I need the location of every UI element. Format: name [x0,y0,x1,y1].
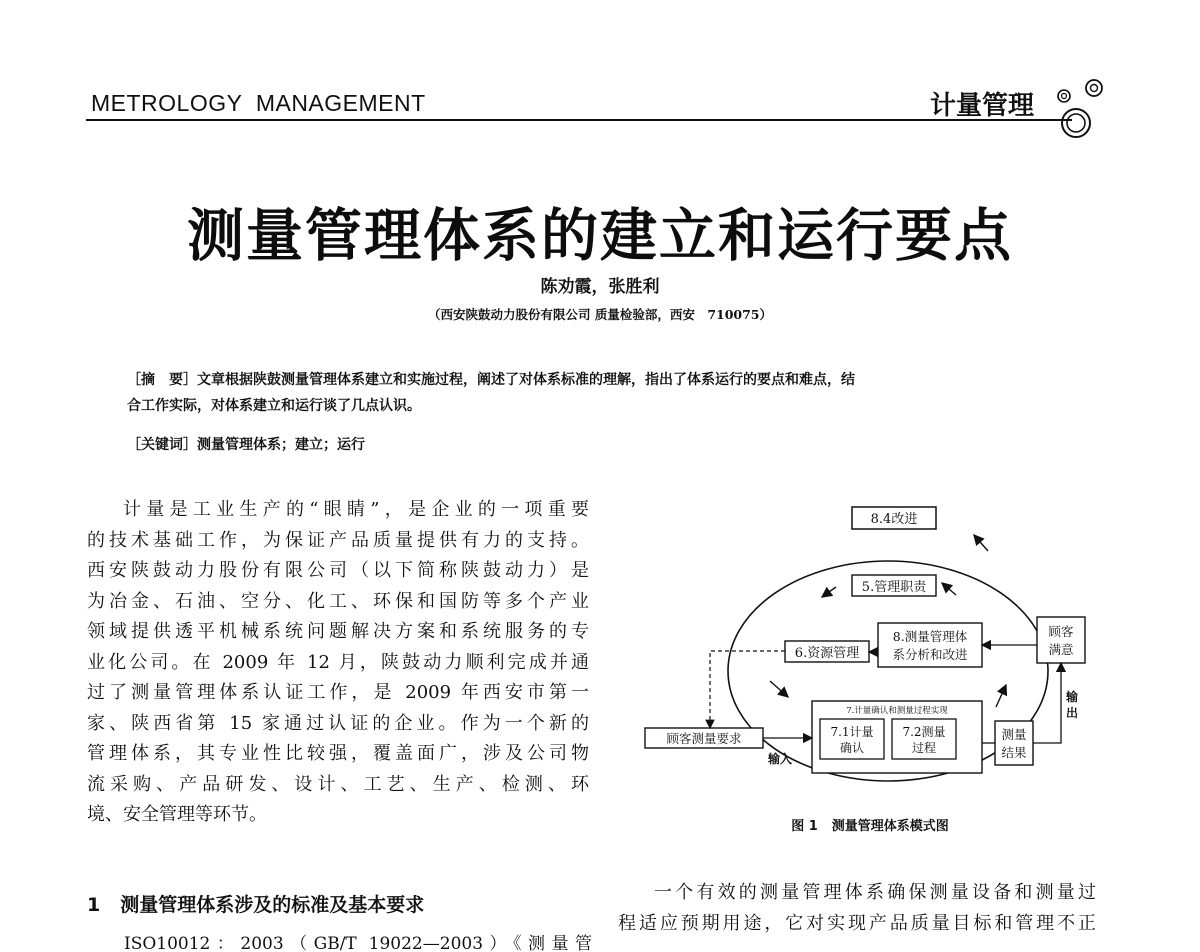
abstract-label: ［摘 要］ [127,372,197,388]
body-right-column [618,878,1096,939]
circles-logo-icon [1052,76,1122,146]
body-line: 管理体系，其专业性比较强，覆盖面广，涉及公司物 [87,743,589,764]
standard-reference-line: ISO10012：2003（GB/T 19022—2003）《测量管 [124,934,592,952]
realization-label: 7.计量确认和测量过程实现 [846,706,948,716]
cycle-arrow [770,681,788,697]
keywords-text: 测量管理体系；建立；运行 [197,437,365,453]
body-line: 程适应预期用途，它对实现产品质量目标和管理不正 [618,912,1096,934]
customer-requirement-label: 顾客测量要求 [666,731,742,746]
measurement-result-label-2: 结果 [1001,745,1027,760]
header-rule [86,119,1072,121]
section-number: 1 [87,894,101,916]
body-line: 境、安全管理等环节。 [87,804,267,825]
body-line: 过了测量管理体系认证工作，是 2009 年西安市第一 [87,682,589,703]
cycle-arrow [974,535,988,551]
output-label-2: 出 [1065,706,1079,720]
figure-number: 图 1 [791,819,818,834]
output-arrow [1033,663,1061,743]
body-left-column [87,495,589,831]
metrological-confirmation-label-2: 确认 [839,741,865,755]
dashed-feedback-arrow [710,651,785,728]
abstract-line-1: 文章根据陕鼓测量管理体系建立和实施过程，阐述了对体系标准的理解，指出了体系运行的要点和难点，结 [197,372,855,388]
body-line: 的技术基础工作，为保证产品质量提供有力的支持。 [87,529,589,551]
figure-caption-text: 测量管理体系模式图 [831,819,949,834]
analysis-improvement-label-1: 8.测量管理体 [892,629,968,644]
cycle-arrow [996,685,1006,707]
improvement-label: 8.4改进 [870,512,918,527]
customer-satisfaction-label-2: 满意 [1048,642,1074,657]
abstract-line-2: 合工作实际，对体系建立和运行谈了几点认识。 [127,398,421,414]
analysis-improvement-label-2: 系分析和改进 [892,647,968,662]
figure-caption [640,815,1100,834]
body-line: 领域提供透平机械系统问题解决方案和系统服务的专 [87,621,589,642]
body-line: 为冶金、石油、空分、化工、环保和国防等多个产业 [87,590,589,612]
cycle-arrow [822,587,836,597]
body-line: 一个有效的测量管理体系确保测量设备和测量过 [654,882,1096,903]
measurement-process-label-1: 7.2测量 [902,725,946,739]
body-line: 流采购、产品研发、设计、工艺、生产、检测、环 [87,773,589,795]
measurement-management-diagram [640,495,1100,785]
keywords [127,432,1085,458]
running-header-english: METROLOGY MANAGEMENT [91,90,426,116]
keywords-label: ［关键词］ [127,437,197,453]
authors: 陈劝霞，张胜利 [540,277,660,297]
measurement-process-label-2: 过程 [911,741,937,755]
abstract [127,367,1085,419]
affiliation: （西安陕鼓动力股份有限公司 质量检验部，西安 710075） [427,307,773,322]
running-header-chinese: 计量管理 [930,91,1035,121]
section-title: 测量管理体系涉及的标准及基本要求 [120,894,425,916]
section-1-heading [87,890,589,917]
customer-satisfaction-label-1: 顾客 [1048,624,1074,639]
resource-management-label: 6.资源管理 [794,646,860,661]
body-line: 业化公司。在 2009 年 12 月，陕鼓动力顺利完成并通 [87,651,589,673]
management-responsibility-label: 5.管理职责 [861,580,927,595]
metrological-confirmation-label-1: 7.1计量 [830,725,874,739]
output-label-1: 输 [1065,690,1079,704]
body-line: 家、陕西省第 15 家通过认证的企业。作为一个新的 [87,712,589,734]
input-label: 输入 [767,752,793,766]
article-title: 测量管理体系的建立和运行要点 [187,203,1013,269]
measurement-result-label-1: 测量 [1001,727,1027,742]
body-line: 西安陕鼓动力股份有限公司（以下简称陕鼓动力）是 [87,560,589,581]
body-line: 计量是工业生产的“眼睛”，是企业的一项重要 [123,499,589,520]
cycle-arrow [942,583,956,595]
